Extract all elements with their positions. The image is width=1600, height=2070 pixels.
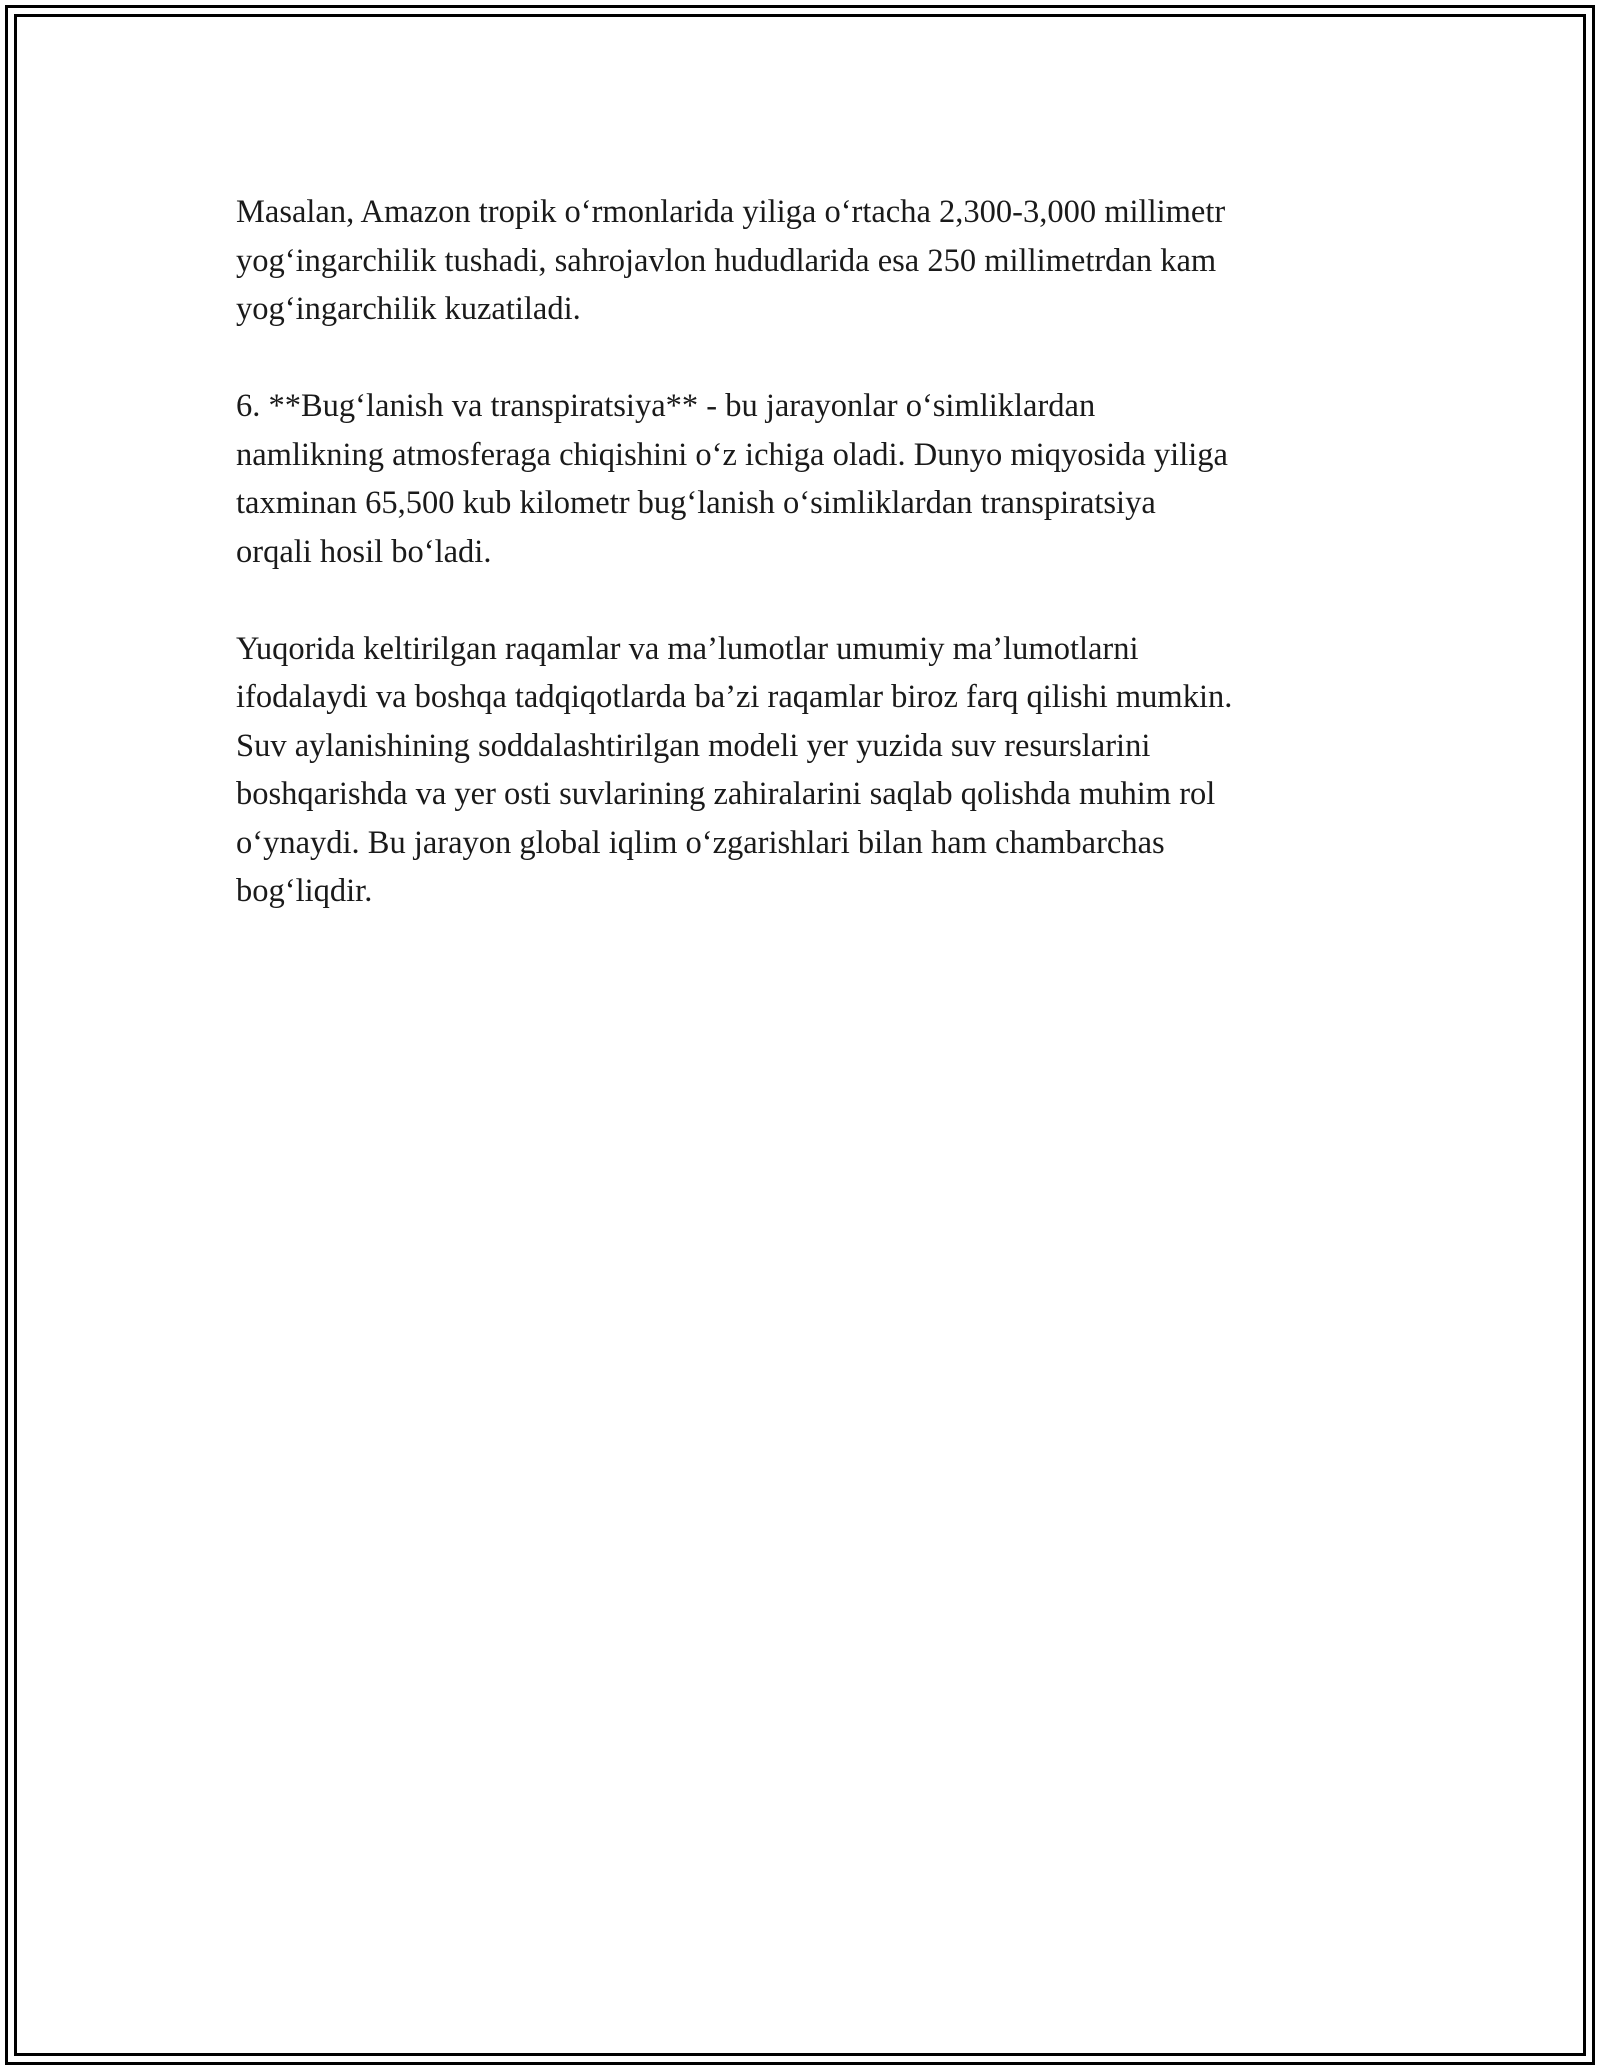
- paragraph-precipitation: Masalan, Amazon tropik o‘rmonlarida yiliga o‘rtacha 2,300-3,000 millimetr yog‘ingarchilik tushadi, sahrojavlon hududlarida esa 250 millimetrdan kam yog‘ingarchilik kuzatiladi.: [236, 194, 1226, 327]
- paragraph-conclusion: Yuqorida keltirilgan raqamlar va ma’lumotlar umumiy ma’lumotlarni ifodalaydi va boshqa tadqiqotlarda ba’zi raqamlar biroz farq qilishi mumkin. Suv aylanishining soddalashtirilgan modeli yer yuzida suv resurslarini boshqarishda va yer osti suvlarining zahiralarini saqlab qolishda muhim rol o‘ynaydi. Bu jarayon global iqlim o‘zgarishlari bilan ham chambarchas bog‘liqdir.: [236, 630, 1233, 909]
- document-body: [236, 188, 1376, 964]
- paragraph-evapotranspiration: 6. **Bug‘lanish va transpiratsiya** - bu jarayonlar o‘simliklardan namlikning atmosferaga chiqishini o‘z ichiga oladi. Dunyo miqyosida yiliga taxminan 65,500 kub kilometr bug‘lanish o‘simliklardan transpiratsiya orqali hosil bo‘ladi.: [236, 388, 1228, 570]
